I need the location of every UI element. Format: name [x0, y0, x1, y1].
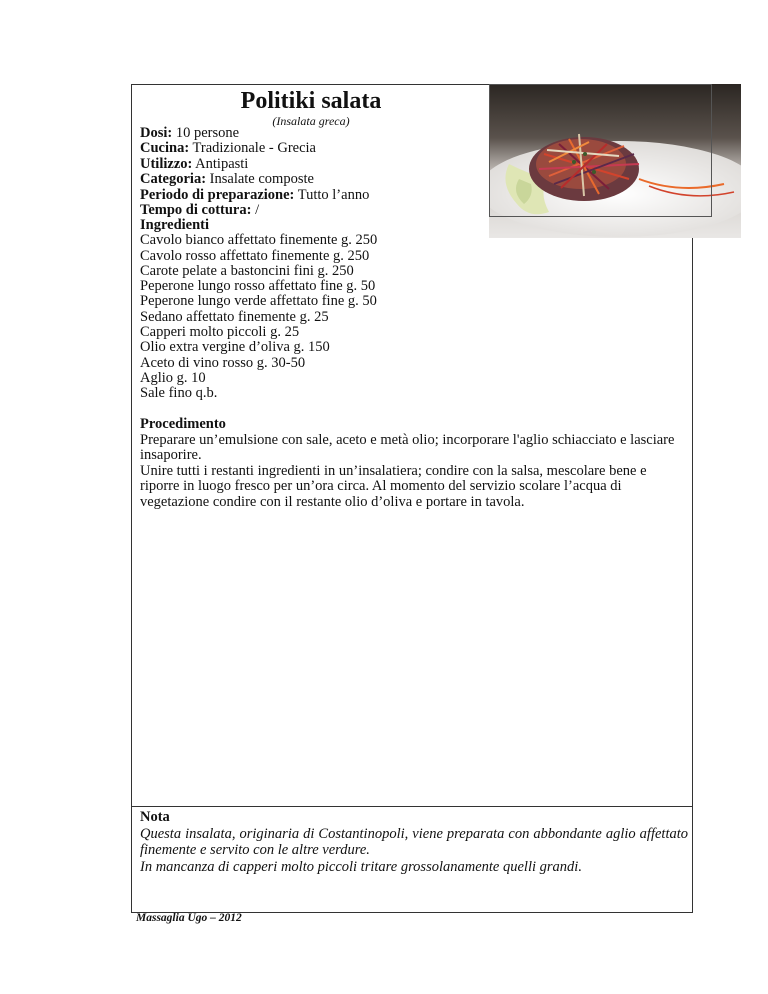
procedure-section [140, 417, 688, 511]
ingredient-item: Cavolo bianco affettato finemente g. 250 [140, 232, 378, 249]
ingredient-item: Cavolo rosso affettato finemente g. 250 [140, 247, 370, 264]
ingredients-section [140, 218, 377, 402]
meta-label: Cucina: [140, 140, 190, 157]
meta-label: Dosi: [140, 125, 173, 141]
meta-value: Tradizionale - Grecia [189, 140, 316, 157]
note-heading: Nota [140, 809, 170, 825]
procedure-paragraph: Preparare un’emulsione con sale, aceto e metà olio; incorporare l'aglio schiacciato e lasciare insaporire. [140, 431, 675, 464]
note-section [140, 809, 688, 875]
note-divider [131, 806, 693, 807]
meta-utilizzo [140, 157, 369, 172]
ingredient-item: Sedano affettato finemente g. 25 [140, 308, 329, 325]
meta-value: Antipasti [192, 155, 249, 172]
meta-dosi [140, 126, 369, 141]
meta-cucina [140, 141, 369, 156]
ingredient-item: Sale fino q.b. [140, 385, 218, 402]
ingredient-item: Peperone lungo verde affettato fine g. 50 [140, 293, 377, 310]
ingredient-item: Carote pelate a bastoncini fini g. 250 [140, 262, 354, 279]
ingredient-item: Aglio g. 10 [140, 369, 206, 386]
meta-value: Tutto l’anno [294, 186, 370, 203]
meta-label: Periodo di preparazione: [140, 186, 295, 203]
recipe-subtitle: (Insalata greca) [272, 114, 350, 128]
meta-value: Insalate composte [206, 171, 314, 188]
meta-label: Categoria: [140, 171, 207, 188]
meta-value: 10 persone [172, 125, 240, 141]
procedure-paragraph: Unire tutti i restanti ingredienti in un’insalatiera; condire con la salsa, mescolare bene e riporre in luogo fresco per un’ora circa. Al momento del servizio scolare l’acqua di vegetazione condire con il restante olio d’oliva e portare in tavola. [140, 462, 647, 510]
recipe-title: Politiki salata [240, 88, 382, 114]
note-paragraph: In mancanza di capperi molto piccoli tritare grossolanamente quelli grandi. [140, 858, 582, 875]
meta-value: / [251, 202, 260, 219]
salad-photo [489, 84, 741, 238]
procedure-heading: Procedimento [140, 416, 226, 432]
ingredient-item: Olio extra vergine d’oliva g. 150 [140, 339, 330, 356]
ingredient-item: Aceto di vino rosso g. 30-50 [140, 354, 306, 371]
meta-categoria [140, 172, 369, 187]
ingredient-item: Capperi molto piccoli g. 25 [140, 324, 300, 341]
salad-photo-image [489, 84, 741, 238]
note-paragraph: Questa insalata, originaria di Costantinopoli, viene preparata con abbondante aglio affettato finemente e servito con le altre verdure. [140, 825, 688, 858]
footer-author: Massaglia Ugo – 2012 [136, 912, 242, 924]
meta-periodo [140, 188, 369, 203]
recipe-meta [140, 126, 369, 218]
ingredient-item: Peperone lungo rosso affettato fine g. 50 [140, 278, 376, 295]
ingredients-heading: Ingredienti [140, 217, 210, 233]
meta-label: Tempo di cottura: [140, 202, 252, 219]
meta-label: Utilizzo: [140, 155, 193, 172]
